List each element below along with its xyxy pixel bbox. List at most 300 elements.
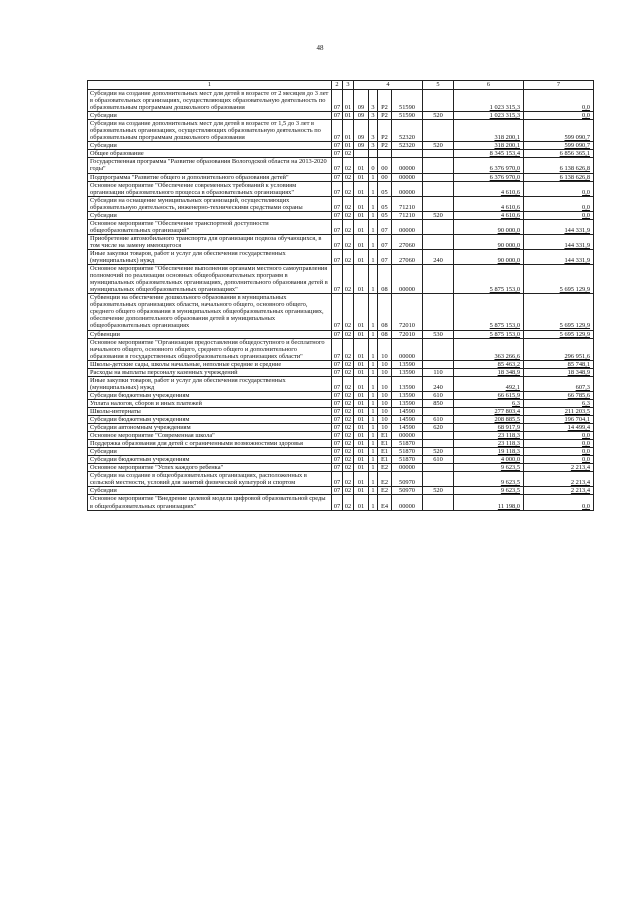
code-cell: E2 <box>378 472 392 487</box>
row-name-cell: Основное мероприятие "Внедрение целевой модели цифровой образовательной среды в общеобразовательных организациях" <box>88 495 332 510</box>
code-cell: 02 <box>343 211 354 219</box>
code-cell: E4 <box>378 495 392 510</box>
table-row <box>88 181 594 196</box>
code-cell: 240 <box>423 249 454 264</box>
code-cell <box>354 150 369 158</box>
table-row <box>88 90 594 112</box>
table-row <box>88 456 594 464</box>
code-cell <box>423 90 454 112</box>
code-cell: 01 <box>354 487 369 495</box>
code-cell: 01 <box>354 211 369 219</box>
amount-cell: 2 213,4 <box>524 464 594 472</box>
code-cell: 09 <box>354 90 369 112</box>
code-cell: 1 <box>369 487 378 495</box>
code-cell <box>423 294 454 330</box>
code-cell: 14590 <box>392 424 423 432</box>
code-cell: 10 <box>378 360 392 368</box>
code-cell: 01 <box>354 448 369 456</box>
code-cell: 02 <box>343 294 354 330</box>
code-cell: P2 <box>378 112 392 120</box>
table-row <box>88 391 594 399</box>
table-row <box>88 150 594 158</box>
table-row <box>88 219 594 234</box>
amount-cell: 0,0 <box>524 495 594 510</box>
code-cell: 02 <box>343 338 354 360</box>
code-cell: 530 <box>423 330 454 338</box>
code-cell: 71210 <box>392 196 423 211</box>
code-cell: 01 <box>354 456 369 464</box>
code-cell: 610 <box>423 416 454 424</box>
code-cell: 50970 <box>392 487 423 495</box>
amount-cell: 0,0 <box>524 432 594 440</box>
row-name-cell: Субсидии бюджетным учреждениям <box>88 456 332 464</box>
amount-cell: 2 213,4 <box>524 487 594 495</box>
code-cell: E1 <box>378 432 392 440</box>
row-name-cell: Субвенции <box>88 330 332 338</box>
row-name-cell: Основное мероприятие "Успех каждого ребенка" <box>88 464 332 472</box>
code-cell: P2 <box>378 142 392 150</box>
table-row <box>88 495 594 510</box>
amount-cell: 6,3 <box>454 399 524 407</box>
code-cell: 07 <box>378 249 392 264</box>
row-name-cell: Субсидии бюджетным учреждениям <box>88 416 332 424</box>
code-cell: 07 <box>332 495 343 510</box>
code-cell: 01 <box>354 173 369 181</box>
code-cell: 01 <box>354 391 369 399</box>
code-cell: 02 <box>343 456 354 464</box>
code-cell: 07 <box>332 330 343 338</box>
code-cell: 3 <box>369 112 378 120</box>
code-cell: 07 <box>332 360 343 368</box>
code-cell: 14590 <box>392 416 423 424</box>
code-cell: 01 <box>354 181 369 196</box>
row-name-cell: Субсидии бюджетным учреждениям <box>88 391 332 399</box>
amount-cell: 11 198,0 <box>454 495 524 510</box>
code-cell: 01 <box>354 424 369 432</box>
code-cell: 07 <box>332 456 343 464</box>
code-cell: 72010 <box>392 330 423 338</box>
header-cell: 1 <box>88 81 332 90</box>
code-cell: 71210 <box>392 211 423 219</box>
amount-cell: 68 917,9 <box>454 424 524 432</box>
amount-cell: 90 000,0 <box>454 234 524 249</box>
code-cell: 02 <box>343 219 354 234</box>
table-row <box>88 338 594 360</box>
table-row <box>88 360 594 368</box>
code-cell: 00000 <box>392 173 423 181</box>
row-name-cell: Приобретение автомобильного транспорта для организации подвоза обучающихся, в том числе на замену имеющегося <box>88 234 332 249</box>
code-cell: 1 <box>369 181 378 196</box>
amount-cell: 23 118,3 <box>454 432 524 440</box>
code-cell: 00000 <box>392 219 423 234</box>
amount-cell: 9 623,5 <box>454 472 524 487</box>
table-row <box>88 407 594 415</box>
code-cell: 02 <box>343 407 354 415</box>
code-cell: 07 <box>332 399 343 407</box>
code-cell: 02 <box>343 440 354 448</box>
code-cell: 07 <box>378 219 392 234</box>
amount-cell: 1 023 315,3 <box>454 90 524 112</box>
code-cell: 50970 <box>392 472 423 487</box>
amount-cell: 66 615,9 <box>454 391 524 399</box>
code-cell: 10 <box>378 368 392 376</box>
code-cell: 3 <box>369 142 378 150</box>
code-cell: 07 <box>332 150 343 158</box>
code-cell: 00000 <box>392 181 423 196</box>
code-cell: E1 <box>378 448 392 456</box>
amount-cell: 9 623,5 <box>454 487 524 495</box>
header-cell: 4 <box>354 81 423 90</box>
amount-cell: 0,0 <box>524 456 594 464</box>
code-cell: 00000 <box>392 158 423 173</box>
row-name-cell: Субсидии <box>88 142 332 150</box>
amount-cell: 318 200,1 <box>454 120 524 142</box>
code-cell: 01 <box>354 338 369 360</box>
code-cell <box>423 495 454 510</box>
code-cell: 02 <box>343 424 354 432</box>
row-name-cell: Основное мероприятие "Современная школа" <box>88 432 332 440</box>
code-cell: 13590 <box>392 376 423 391</box>
code-cell: 07 <box>332 234 343 249</box>
code-cell: 07 <box>332 424 343 432</box>
code-cell: 02 <box>343 158 354 173</box>
row-name-cell: Подпрограмма "Развитие общего и дополнительного образования детей" <box>88 173 332 181</box>
code-cell <box>378 150 392 158</box>
code-cell <box>423 432 454 440</box>
amount-cell: 5 875 153,0 <box>454 294 524 330</box>
row-name-cell: Субсидии на создание дополнительных мест для детей в возрасте от 2 месяцев до 3 лет в образовательных организациях, осуществляющих образовательную деятельность по образовательным программам дошкольного образования <box>88 90 332 112</box>
code-cell: 10 <box>378 338 392 360</box>
code-cell: 02 <box>343 416 354 424</box>
code-cell: 02 <box>343 196 354 211</box>
code-cell: 00000 <box>392 338 423 360</box>
code-cell: 07 <box>332 90 343 112</box>
amount-cell: 492,1 <box>454 376 524 391</box>
code-cell: 07 <box>332 487 343 495</box>
code-cell: 10 <box>378 391 392 399</box>
table-row <box>88 112 594 120</box>
code-cell: 00 <box>378 158 392 173</box>
code-cell <box>423 407 454 415</box>
code-cell: 02 <box>343 472 354 487</box>
row-name-cell: Расходы на выплаты персоналу казенных учреждений <box>88 368 332 376</box>
page-number: 48 <box>316 44 324 52</box>
code-cell: 610 <box>423 456 454 464</box>
code-cell: 07 <box>332 294 343 330</box>
table-row <box>88 294 594 330</box>
code-cell: 07 <box>332 338 343 360</box>
code-cell: 3 <box>369 120 378 142</box>
code-cell: 07 <box>332 219 343 234</box>
code-cell: 02 <box>343 495 354 510</box>
code-cell: 13590 <box>392 399 423 407</box>
code-cell: 08 <box>378 330 392 338</box>
amount-cell: 5 695 129,9 <box>524 265 594 294</box>
code-cell: 1 <box>369 265 378 294</box>
code-cell: 02 <box>343 150 354 158</box>
code-cell <box>423 120 454 142</box>
amount-cell: 18 348,9 <box>454 368 524 376</box>
amount-cell: 0,0 <box>524 181 594 196</box>
code-cell <box>423 234 454 249</box>
code-cell: 01 <box>354 416 369 424</box>
code-cell: 1 <box>369 391 378 399</box>
amount-cell: 5 695 129,9 <box>524 294 594 330</box>
code-cell: 520 <box>423 112 454 120</box>
code-cell: 02 <box>343 487 354 495</box>
code-cell: 07 <box>332 376 343 391</box>
table-row <box>88 211 594 219</box>
code-cell: 01 <box>354 249 369 264</box>
row-name-cell: Основное мероприятие "Обеспечение современных требований к условиям организации образовательного процесса в образовательных организациях" <box>88 181 332 196</box>
amount-cell: 4 610,6 <box>454 181 524 196</box>
row-name-cell: Субсидии <box>88 112 332 120</box>
amount-cell: 85 748,1 <box>524 360 594 368</box>
amount-cell: 599 090,7 <box>524 142 594 150</box>
code-cell: 02 <box>343 391 354 399</box>
table-row <box>88 432 594 440</box>
table-row <box>88 424 594 432</box>
code-cell: 1 <box>369 464 378 472</box>
code-cell: 01 <box>343 120 354 142</box>
table-row <box>88 416 594 424</box>
code-cell: 02 <box>343 399 354 407</box>
code-cell: 07 <box>332 181 343 196</box>
code-cell: 610 <box>423 391 454 399</box>
amount-cell: 144 331,9 <box>524 219 594 234</box>
code-cell: 1 <box>369 399 378 407</box>
code-cell: 07 <box>332 472 343 487</box>
code-cell: E1 <box>378 440 392 448</box>
amount-cell: 0,0 <box>524 112 594 120</box>
row-name-cell: Субсидии <box>88 487 332 495</box>
row-name-cell: Субсидии <box>88 448 332 456</box>
table-row <box>88 472 594 487</box>
code-cell: 07 <box>332 249 343 264</box>
code-cell: 27060 <box>392 234 423 249</box>
code-cell: 02 <box>343 234 354 249</box>
amount-cell: 144 331,9 <box>524 249 594 264</box>
code-cell: 520 <box>423 211 454 219</box>
code-cell: 01 <box>354 472 369 487</box>
code-cell: 02 <box>343 360 354 368</box>
code-cell: 0 <box>369 158 378 173</box>
row-name-cell: Основное мероприятие "Организация предоставления общедоступного и бесплатного начального общего, основного общего, среднего общего и дополнительного образования в государственных общеобразовательных организациях области" <box>88 338 332 360</box>
amount-cell: 23 118,3 <box>454 440 524 448</box>
code-cell <box>423 360 454 368</box>
code-cell <box>392 150 423 158</box>
header-cell: 5 <box>423 81 454 90</box>
table-row <box>88 234 594 249</box>
code-cell: 1 <box>369 211 378 219</box>
code-cell: 09 <box>354 142 369 150</box>
amount-cell: 6 856 365,1 <box>524 150 594 158</box>
code-cell: 01 <box>354 360 369 368</box>
code-cell: 07 <box>332 391 343 399</box>
code-cell: 07 <box>332 142 343 150</box>
table-row <box>88 448 594 456</box>
row-name-cell: Субсидии автономным учреждениям <box>88 424 332 432</box>
amount-cell: 18 348,9 <box>524 368 594 376</box>
code-cell: 01 <box>354 368 369 376</box>
code-cell: 07 <box>332 416 343 424</box>
amount-cell: 0,0 <box>524 196 594 211</box>
amount-cell: 5 695 129,9 <box>524 330 594 338</box>
amount-cell: 6,3 <box>524 399 594 407</box>
code-cell: 52320 <box>392 120 423 142</box>
code-cell: 13590 <box>392 368 423 376</box>
code-cell: 01 <box>354 376 369 391</box>
header-cell: 2 <box>332 81 343 90</box>
code-cell: 1 <box>369 360 378 368</box>
amount-cell: 4 610,6 <box>454 196 524 211</box>
amount-cell: 5 875 153,0 <box>454 265 524 294</box>
code-cell: 1 <box>369 173 378 181</box>
code-cell: 1 <box>369 472 378 487</box>
code-cell: 1 <box>369 330 378 338</box>
amount-cell: 8 345 153,4 <box>454 150 524 158</box>
code-cell: 1 <box>369 219 378 234</box>
amount-cell: 196 704,1 <box>524 416 594 424</box>
code-cell: 01 <box>354 432 369 440</box>
code-cell: 07 <box>332 120 343 142</box>
amount-cell: 0,0 <box>524 448 594 456</box>
code-cell: 01 <box>343 142 354 150</box>
code-cell: 1 <box>369 432 378 440</box>
row-name-cell: Школы-интернаты <box>88 407 332 415</box>
amount-cell: 4 610,6 <box>454 211 524 219</box>
code-cell: 01 <box>354 265 369 294</box>
code-cell: 02 <box>343 464 354 472</box>
code-cell <box>423 472 454 487</box>
row-name-cell: Субсидии на оснащение муниципальных организаций, осуществляющих образовательную деятельность, инженерно-техническими средствами охраны <box>88 196 332 211</box>
code-cell: 520 <box>423 142 454 150</box>
amount-cell: 14 499,4 <box>524 424 594 432</box>
amount-cell: 318 200,1 <box>454 142 524 150</box>
amount-cell: 90 000,0 <box>454 249 524 264</box>
code-cell <box>423 338 454 360</box>
code-cell: 05 <box>378 181 392 196</box>
row-name-cell: Школы-детские сады, школы начальные, неполные средние и средние <box>88 360 332 368</box>
code-cell: 01 <box>354 399 369 407</box>
amount-cell: 144 331,9 <box>524 234 594 249</box>
budget-table <box>87 80 594 511</box>
table-row <box>88 142 594 150</box>
code-cell: 01 <box>354 294 369 330</box>
amount-cell: 1 023 315,3 <box>454 112 524 120</box>
code-cell: 07 <box>332 265 343 294</box>
code-cell: 01 <box>343 90 354 112</box>
code-cell: 1 <box>369 294 378 330</box>
code-cell: 51870 <box>392 440 423 448</box>
code-cell: 07 <box>332 464 343 472</box>
table-row <box>88 158 594 173</box>
amount-cell: 19 118,3 <box>454 448 524 456</box>
table-row <box>88 249 594 264</box>
table-row <box>88 173 594 181</box>
code-cell <box>423 265 454 294</box>
code-cell: 07 <box>332 432 343 440</box>
amount-cell: 4 000,0 <box>454 456 524 464</box>
amount-cell: 296 951,6 <box>524 338 594 360</box>
code-cell: 13590 <box>392 391 423 399</box>
table-row <box>88 265 594 294</box>
amount-cell: 6 376 970,0 <box>454 173 524 181</box>
header-cell: 6 <box>454 81 524 90</box>
table-row <box>88 196 594 211</box>
code-cell: 240 <box>423 376 454 391</box>
code-cell <box>423 219 454 234</box>
code-cell: 07 <box>332 448 343 456</box>
code-cell: 02 <box>343 173 354 181</box>
code-cell: 10 <box>378 424 392 432</box>
code-cell: 10 <box>378 407 392 415</box>
code-cell: 01 <box>354 464 369 472</box>
code-cell: 51590 <box>392 112 423 120</box>
row-name-cell: Субсидии на создание в общеобразовательных организациях, расположенных в сельской местности, условий для занятий физической культурой и спортом <box>88 472 332 487</box>
code-cell <box>423 150 454 158</box>
code-cell: 10 <box>378 399 392 407</box>
code-cell: 07 <box>332 407 343 415</box>
code-cell: 1 <box>369 368 378 376</box>
amount-cell: 6 138 626,8 <box>524 173 594 181</box>
code-cell: 02 <box>343 330 354 338</box>
code-cell: 00000 <box>392 495 423 510</box>
row-name-cell: Субвенции на обеспечение дошкольного образования в муниципальных образовательных организациях области, начального общего, основного общего, среднего общего образования в муниципальных общеобразовательных организациях, обеспечение дополнительного образования детей в муниципальных общеобразовательных организациях <box>88 294 332 330</box>
code-cell: 850 <box>423 399 454 407</box>
row-name-cell: Государственная программа "Развитие образования Вологодской области на 2013-2020 годы" <box>88 158 332 173</box>
code-cell: 01 <box>354 407 369 415</box>
code-cell <box>369 150 378 158</box>
code-cell: 51590 <box>392 90 423 112</box>
code-cell: 02 <box>343 432 354 440</box>
code-cell: 07 <box>332 173 343 181</box>
code-cell: 1 <box>369 440 378 448</box>
row-name-cell: Уплата налогов, сборов и иных платежей <box>88 399 332 407</box>
code-cell: 27060 <box>392 249 423 264</box>
amount-cell: 66 785,6 <box>524 391 594 399</box>
table-row <box>88 487 594 495</box>
code-cell: 07 <box>332 211 343 219</box>
code-cell: 07 <box>332 196 343 211</box>
code-cell: 09 <box>354 112 369 120</box>
table-row <box>88 330 594 338</box>
code-cell <box>423 440 454 448</box>
code-cell: 01 <box>354 330 369 338</box>
code-cell: 01 <box>354 440 369 448</box>
code-cell: 08 <box>378 294 392 330</box>
code-cell: 10 <box>378 376 392 391</box>
code-cell: 02 <box>343 265 354 294</box>
code-cell: 1 <box>369 448 378 456</box>
table-row <box>88 368 594 376</box>
row-name-cell: Субсидии <box>88 211 332 219</box>
header-cell: 3 <box>343 81 354 90</box>
code-cell: E1 <box>378 456 392 464</box>
code-cell: 110 <box>423 368 454 376</box>
amount-cell: 5 875 153,0 <box>454 330 524 338</box>
code-cell: 1 <box>369 495 378 510</box>
code-cell: 01 <box>354 495 369 510</box>
code-cell: 10 <box>378 416 392 424</box>
table-row <box>88 120 594 142</box>
code-cell <box>423 464 454 472</box>
code-cell: 1 <box>369 338 378 360</box>
code-cell: 02 <box>343 448 354 456</box>
code-cell: 07 <box>378 234 392 249</box>
code-cell <box>423 181 454 196</box>
code-cell: 1 <box>369 416 378 424</box>
